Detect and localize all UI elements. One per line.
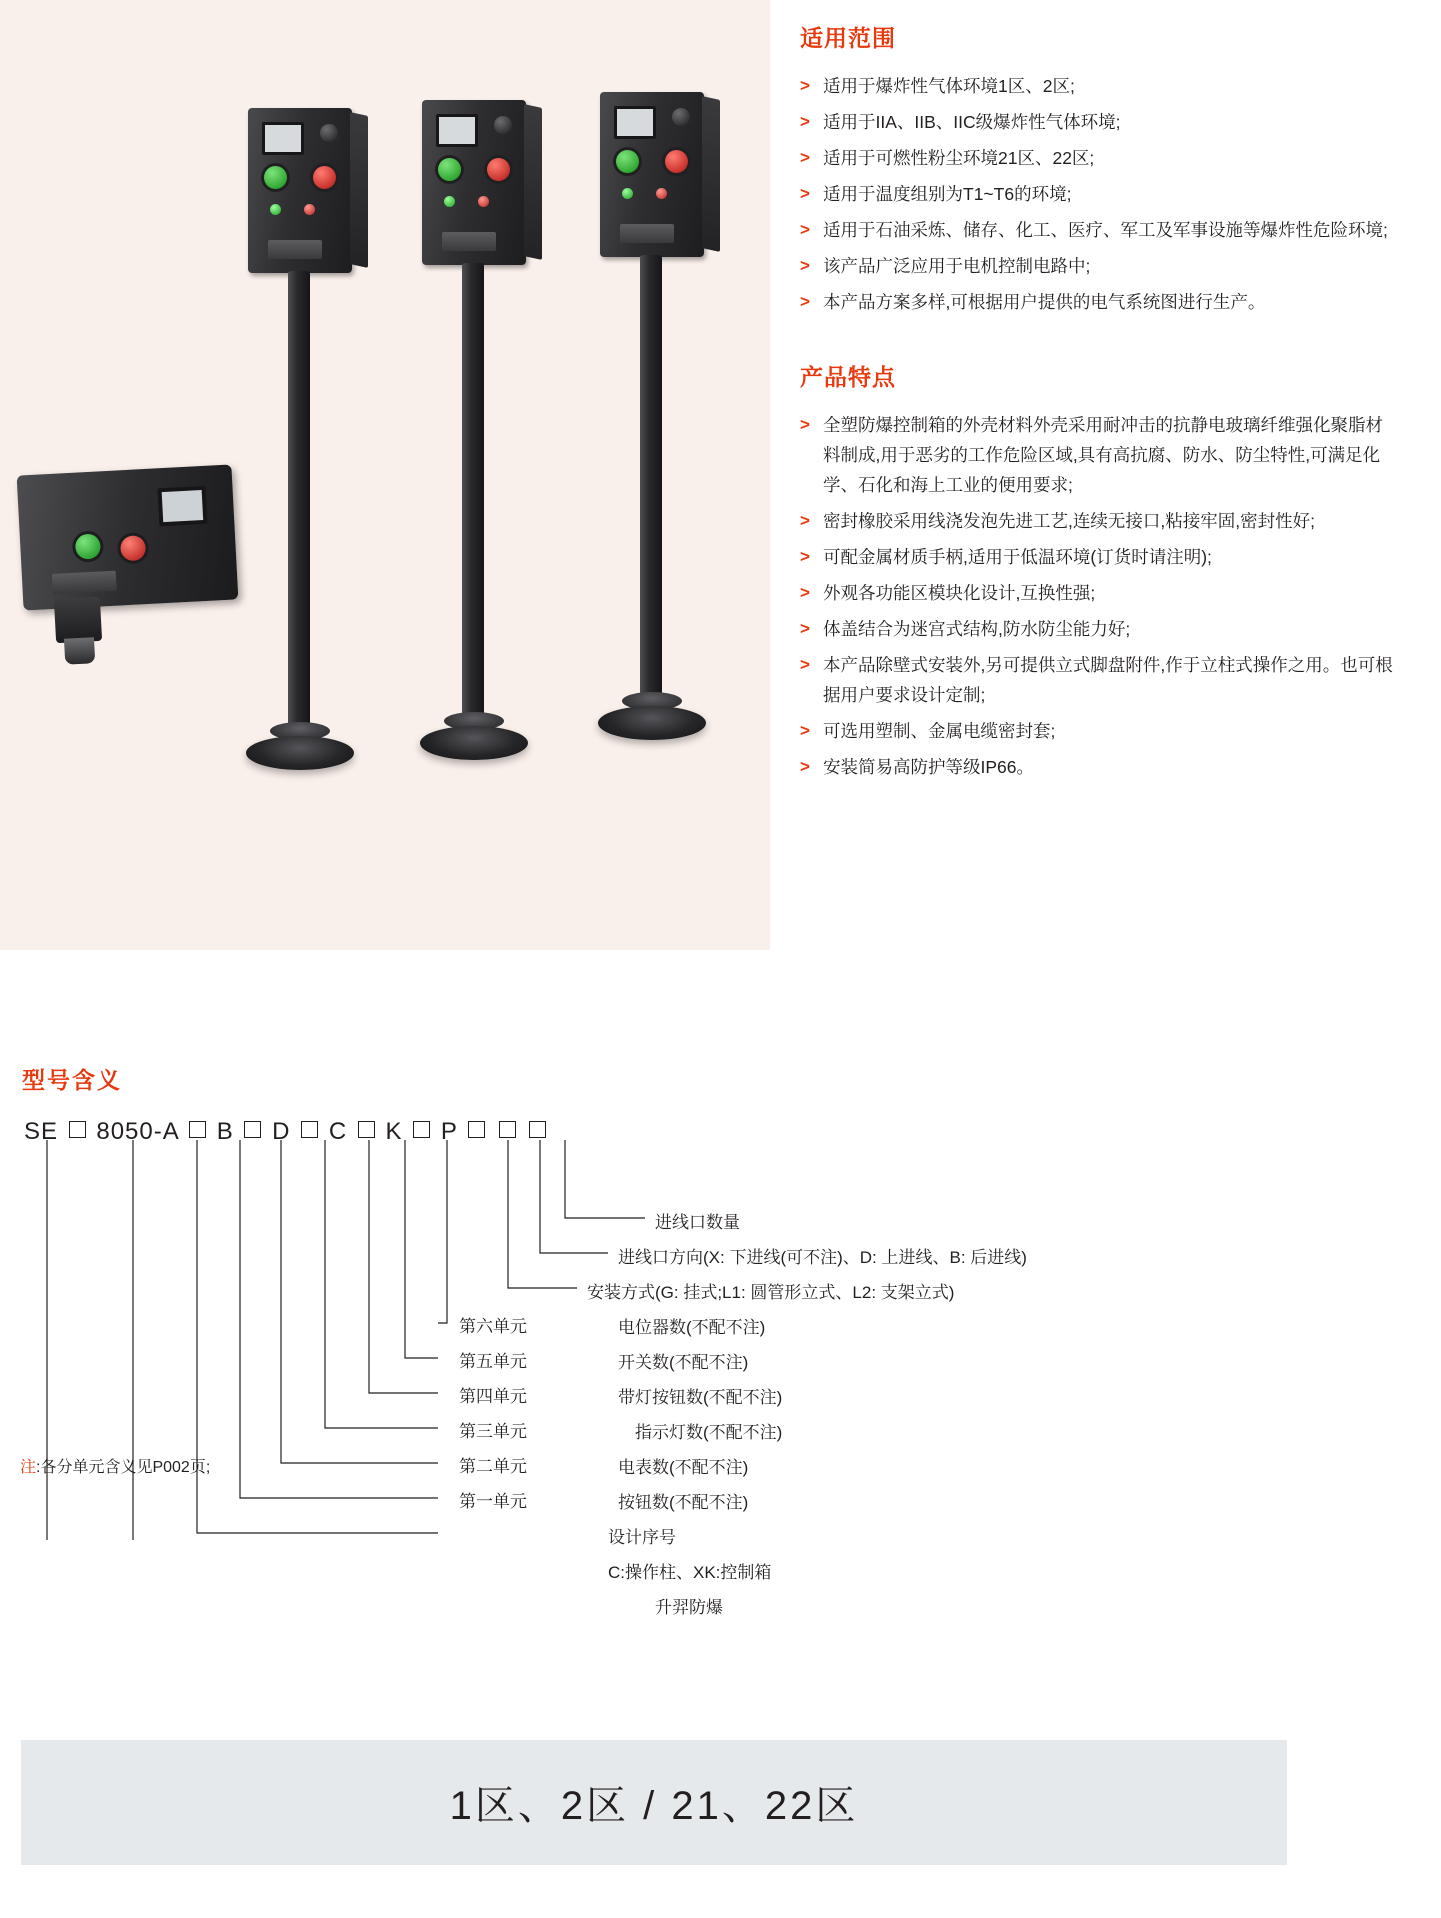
model-code-part-c: C	[328, 1118, 348, 1145]
green-push-button	[438, 158, 461, 181]
model-code-part-b: B	[216, 1118, 234, 1145]
list-item-text: 该产品广泛应用于电机控制电路中;	[823, 256, 1091, 276]
control-box	[600, 92, 704, 257]
list-item-text: 外观各功能区模块化设计,互换性强;	[823, 583, 1096, 603]
red-push-button	[120, 535, 146, 561]
list-item-text: 安装简易高防护等级IP66。	[823, 757, 1034, 777]
unit-label-3: 第三单元	[459, 1422, 527, 1441]
green-push-button	[75, 533, 101, 559]
desc-meter-count: 电表数(不配不注)	[618, 1458, 749, 1477]
list-item	[800, 71, 1400, 101]
desc-switch-count: 开关数(不配不注)	[618, 1353, 749, 1372]
footnote-label: 注	[20, 1459, 37, 1476]
meter-window	[436, 114, 478, 147]
meter-window	[157, 486, 207, 526]
model-title: 型号含义	[22, 1067, 122, 1093]
model-code-part-8050a: 8050-A	[96, 1118, 179, 1145]
desc-brand: 升羿防爆	[655, 1598, 723, 1617]
support-pole	[288, 271, 310, 733]
list-item	[800, 506, 1400, 536]
list-item-text: 适用于爆炸性气体环境1区、2区;	[823, 76, 1075, 96]
box-side	[524, 104, 542, 260]
footnote	[20, 1454, 210, 1477]
top-section	[0, 0, 1441, 955]
list-item	[800, 650, 1400, 710]
desc-type-code: C:操作柱、XK:控制箱	[608, 1563, 772, 1582]
features-list	[800, 410, 1400, 782]
meter-window	[262, 122, 304, 155]
green-indicator-lamp	[270, 204, 281, 215]
selector-knob	[672, 108, 690, 126]
red-indicator-lamp	[478, 196, 489, 207]
green-push-button	[264, 166, 287, 189]
support-pole	[462, 263, 484, 723]
desc-mounting: 安装方式(G: 挂式;L1: 圆管形立式、L2: 支架立式)	[587, 1283, 955, 1302]
bullet-arrow-icon: >	[800, 148, 810, 167]
red-push-button	[313, 166, 336, 189]
desc-inlet-count: 进线口数量	[655, 1213, 740, 1232]
red-push-button	[487, 158, 510, 181]
text-column	[800, 20, 1400, 788]
unit-label-5: 第五单元	[459, 1352, 527, 1371]
green-push-button	[616, 150, 639, 173]
list-item	[800, 107, 1400, 137]
nameplate	[442, 232, 496, 251]
zone-banner-text: 1区、2区 / 21、22区	[449, 1784, 859, 1828]
box-side	[702, 96, 720, 252]
product-photo-panel	[0, 0, 770, 950]
control-box	[422, 100, 526, 265]
red-push-button	[665, 150, 688, 173]
unit-label-6: 第六单元	[459, 1317, 527, 1336]
unit-label-4: 第四单元	[459, 1387, 527, 1406]
bullet-arrow-icon: >	[800, 220, 810, 239]
bullet-arrow-icon: >	[800, 547, 810, 566]
desc-potentiometer-count: 电位器数(不配不注)	[618, 1318, 766, 1337]
bullet-arrow-icon: >	[800, 619, 810, 638]
selector-knob	[320, 124, 338, 142]
list-item	[800, 143, 1400, 173]
bullet-arrow-icon: >	[800, 76, 810, 95]
model-code-part-p: P	[440, 1118, 458, 1145]
zone-banner	[21, 1740, 1287, 1865]
base-plate	[246, 736, 354, 770]
base-plate	[598, 706, 706, 740]
desc-indicator-count: 指示灯数(不配不注)	[635, 1423, 783, 1442]
list-item-text: 本产品除壁式安装外,另可提供立式脚盘附件,作于立柱式操作之用。也可根据用户要求设计定制;	[823, 655, 1393, 705]
list-item	[800, 614, 1400, 644]
model-code-part-k: K	[385, 1118, 403, 1145]
list-item	[800, 179, 1400, 209]
bullet-arrow-icon: >	[800, 415, 810, 434]
list-item	[800, 716, 1400, 746]
control-box	[248, 108, 352, 273]
list-item	[800, 578, 1400, 608]
red-indicator-lamp	[304, 204, 315, 215]
unit-label-2: 第二单元	[459, 1457, 527, 1476]
list-item	[800, 251, 1400, 281]
model-code-part-d: D	[272, 1118, 291, 1145]
list-item-text: 适用于可燃性粉尘环境21区、22区;	[823, 148, 1095, 168]
meter-window	[614, 106, 656, 139]
support-pole	[640, 255, 662, 695]
list-item-text: 适用于IIA、IIB、IIC级爆炸性气体环境;	[823, 112, 1121, 132]
desc-lamp-button-count: 带灯按钮数(不配不注)	[618, 1388, 783, 1407]
list-item	[800, 542, 1400, 572]
footnote-text: :各分单元含义见P002页;	[36, 1459, 211, 1476]
bullet-arrow-icon: >	[800, 583, 810, 602]
bullet-arrow-icon: >	[800, 112, 810, 131]
box-side	[350, 112, 368, 268]
list-item	[800, 752, 1400, 782]
red-indicator-lamp	[656, 188, 667, 199]
bullet-arrow-icon: >	[800, 511, 810, 530]
selector-knob	[494, 116, 512, 134]
list-item-text: 本产品方案多样,可根据用户提供的电气系统图进行生产。	[823, 292, 1266, 312]
nameplate	[620, 224, 674, 243]
list-item-text: 体盖结合为迷宫式结构,防水防尘能力好;	[823, 619, 1131, 639]
bullet-arrow-icon: >	[800, 655, 810, 674]
desc-inlet-direction: 进线口方向(X: 下进线(可不注)、D: 上进线、B: 后进线)	[618, 1248, 1027, 1267]
list-item-text: 密封橡胶采用线浇发泡先进工艺,连续无接口,粘接牢固,密封性好;	[823, 511, 1315, 531]
features-title: 产品特点	[800, 364, 896, 390]
list-item-text: 适用于温度组别为T1~T6的环境;	[823, 184, 1072, 204]
green-indicator-lamp	[622, 188, 633, 199]
list-item-text: 全塑防爆控制箱的外壳材料外壳采用耐冲击的抗静电玻璃纤维强化聚脂材料制成,用于恶劣的工作危险区域,具有高抗腐、防水、防尘特性,可满足化学、石化和海上工业的便用要求;	[823, 415, 1383, 495]
scope-title: 适用范围	[800, 25, 896, 51]
list-item-text: 可配金属材质手柄,适用于低温环境(订货时请注明);	[823, 547, 1212, 567]
model-code-part-se: SE	[24, 1118, 59, 1145]
list-item-text: 适用于石油采炼、储存、化工、医疗、军工及军事设施等爆炸性危险环境;	[823, 220, 1388, 240]
list-item	[800, 410, 1400, 500]
bullet-arrow-icon: >	[800, 256, 810, 275]
desc-button-count: 按钮数(不配不注)	[618, 1493, 749, 1512]
list-item-text: 可选用塑制、金属电缆密封套;	[823, 721, 1056, 741]
unit-label-1: 第一单元	[459, 1492, 527, 1511]
list-item	[800, 215, 1400, 245]
bullet-arrow-icon: >	[800, 184, 810, 203]
bullet-arrow-icon: >	[800, 757, 810, 776]
bullet-arrow-icon: >	[800, 721, 810, 740]
product-wall-box	[17, 464, 239, 610]
bullet-arrow-icon: >	[800, 292, 810, 311]
cable-gland	[54, 597, 102, 643]
scope-list	[800, 71, 1400, 317]
green-indicator-lamp	[444, 196, 455, 207]
desc-design-serial: 设计序号	[608, 1528, 676, 1547]
base-plate	[420, 726, 528, 760]
nameplate	[52, 571, 117, 594]
nameplate	[268, 240, 322, 259]
list-item	[800, 287, 1400, 317]
